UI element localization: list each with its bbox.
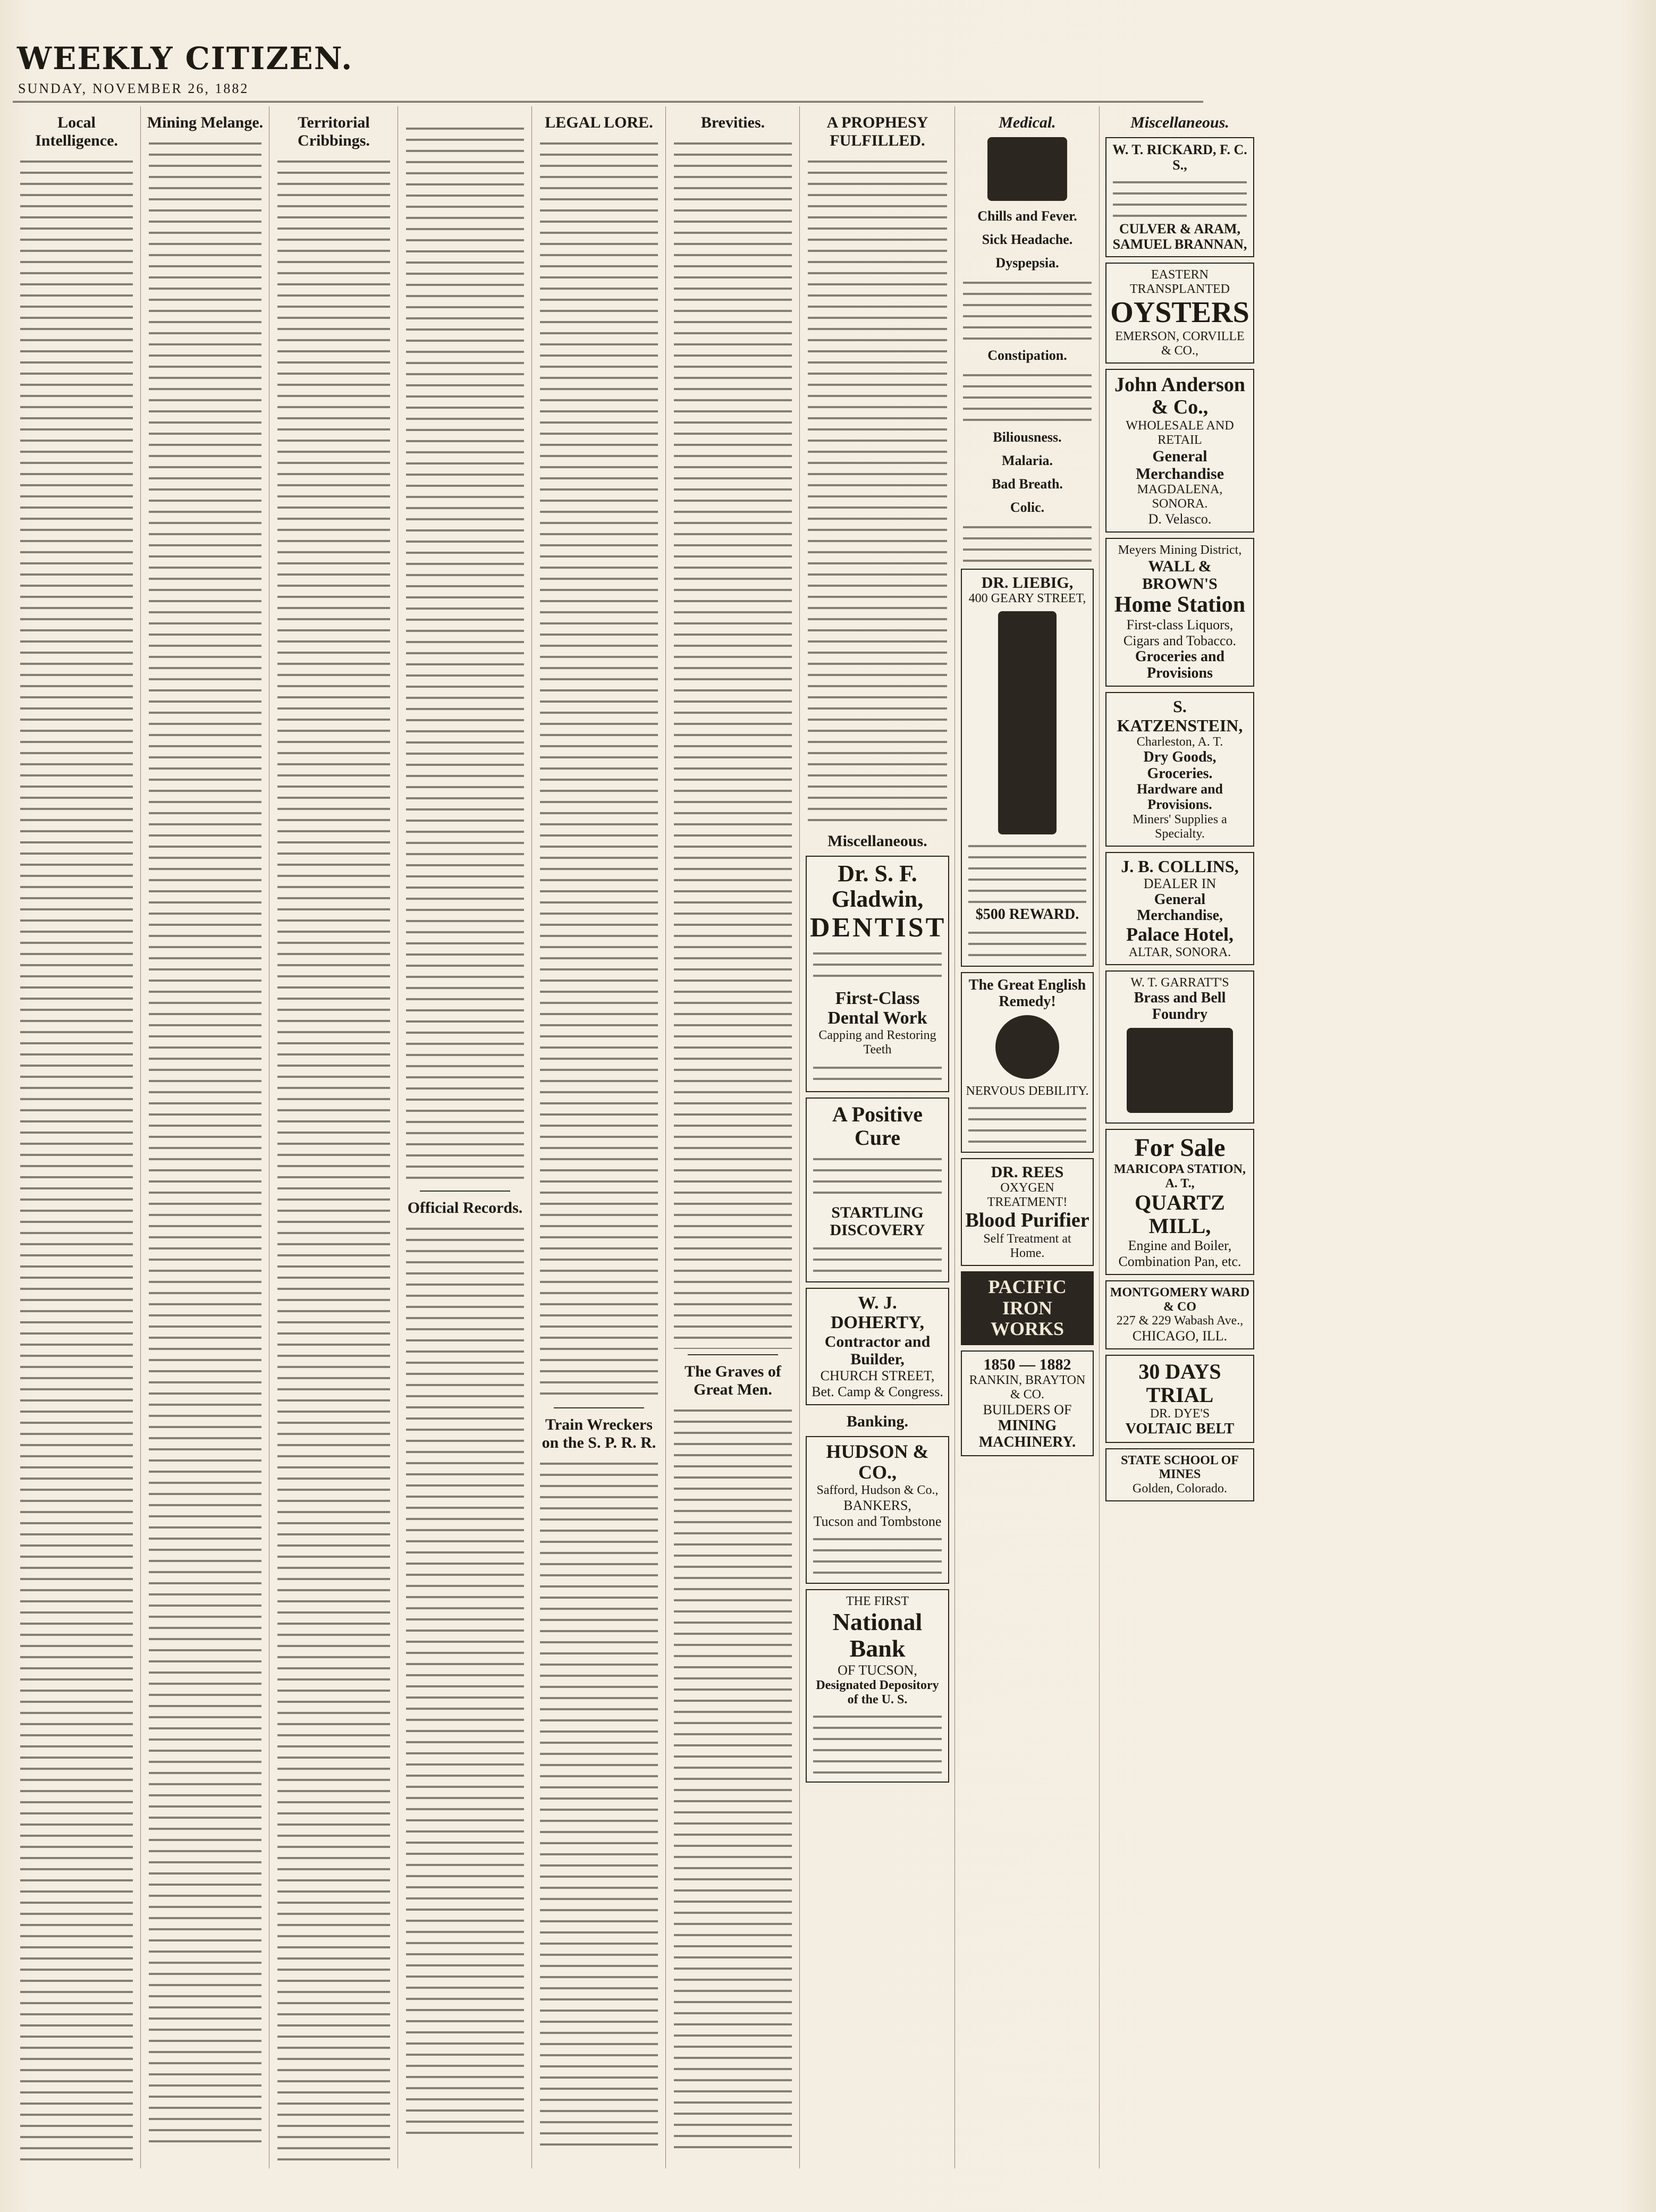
oysters-ad (1105, 263, 1254, 364)
ad-heading: Bad Breath. (992, 476, 1063, 492)
home-station: Home Station (1114, 592, 1246, 617)
section-heading: Miscellaneous. (1130, 114, 1229, 131)
montgomery: MONTGOMERY WARD & CO (1110, 1286, 1250, 1314)
ad-text (963, 369, 1092, 422)
palace: Palace Hotel, (1126, 924, 1233, 945)
column-heading: Local Intelligence. (35, 114, 118, 149)
column-heading: Territorial Cribbings. (298, 114, 370, 149)
school-ad (1105, 1448, 1254, 1501)
years: 1850 — 1882 (983, 1355, 1071, 1373)
ad-text (968, 840, 1086, 904)
doherty-address: CHURCH STREET, (820, 1367, 935, 1383)
collins-name: J. B. COLLINS, (1121, 856, 1239, 876)
masthead (13, 37, 1203, 103)
national-city: OF TUCSON, (838, 1662, 917, 1678)
velasco: D. Velasco. (1148, 511, 1212, 527)
section-heading: Official Records. (407, 1199, 523, 1217)
body-text (277, 155, 390, 2164)
anderson-name: John Anderson & Co., (1114, 373, 1246, 418)
ad-heading: Dyspepsia. (995, 255, 1059, 271)
mining-machinery: MINING MACHINERY. (978, 1417, 1076, 1450)
doherty-title: Contractor and Builder, (824, 1332, 931, 1368)
rankin-name: RANKIN, BRAYTON & CO. (969, 1373, 1086, 1402)
column-5 (533, 106, 666, 2168)
ad-heading: Constipation. (987, 348, 1067, 363)
divider (688, 1354, 778, 1355)
lost-manhood-icon (998, 611, 1057, 834)
body-text (808, 155, 947, 825)
column-heading: LEGAL LORE. (545, 114, 653, 131)
portrait-icon (995, 1015, 1059, 1079)
chicago: CHICAGO, ILL. (1132, 1328, 1228, 1344)
english-remedy-ad (961, 972, 1094, 1153)
column-2 (141, 106, 269, 2168)
emerson: EMERSON, CORVILLE & CO., (1115, 329, 1245, 358)
voltaic-belt-ad (1105, 1355, 1254, 1443)
garratt: W. T. GARRATT'S (1130, 975, 1229, 990)
bell-icon (1127, 1028, 1233, 1113)
dyes: DR. DYE'S (1150, 1407, 1210, 1421)
school: STATE SCHOOL OF MINES (1121, 1453, 1239, 1482)
ad-text (1113, 176, 1247, 218)
hardware: Hardware and Provisions. (1136, 781, 1223, 812)
bank-successor: Safford, Hudson & Co., (816, 1483, 939, 1497)
section-heading: Train Wreckers on the S. P. R. R. (542, 1416, 656, 1451)
reward: $500 REWARD. (975, 906, 1079, 923)
paper-name: WEEKLY CITIZEN. (17, 40, 353, 77)
brannan-name: SAMUEL BRANNAN, (1112, 236, 1247, 252)
maricopa: MARICOPA STATION, A. T., (1113, 1162, 1246, 1191)
rees-ad (961, 1158, 1094, 1266)
foundry: Brass and Bell Foundry (1134, 989, 1226, 1023)
column-8 (956, 106, 1100, 2168)
rankin-ad (961, 1350, 1094, 1456)
ad-text (963, 521, 1092, 563)
magdalena: MAGDALENA, SONORA. (1137, 482, 1223, 511)
national-depository: Designated Depository of the U. S. (816, 1678, 939, 1707)
column-3 (270, 106, 398, 2168)
section-heading: Medical. (999, 114, 1056, 131)
altar: ALTAR, SONORA. (1128, 945, 1231, 959)
groceries: Groceries and Provisions (1135, 648, 1225, 681)
body-text (406, 122, 524, 1185)
paper-date: NOVEMBER 26, 1882 (92, 81, 249, 96)
ad-text (813, 1153, 942, 1201)
trial: 30 DAYS TRIAL (1138, 1360, 1221, 1407)
bank-name: HUDSON & CO., (826, 1440, 929, 1483)
meyers: Meyers Mining District, (1118, 543, 1242, 557)
self-treatment: Self Treatment at Home. (983, 1232, 1071, 1261)
collins-dealer: DEALER IN (1143, 875, 1216, 891)
column-heading: A PROPHESY FULFILLED. (826, 114, 928, 149)
miners: Miners' Supplies a Specialty. (1133, 812, 1227, 841)
column-heading: Brevities. (700, 114, 765, 131)
anderson-ad (1105, 369, 1254, 533)
collins-gm: General Merchandise, (1136, 891, 1223, 924)
bank-city: Tucson and Tombstone (813, 1513, 942, 1529)
garratt-ad (1105, 970, 1254, 1124)
culver-name: CULVER & ARAM, (1119, 221, 1240, 237)
doherty-address-2: Bet. Camp & Congress. (812, 1383, 943, 1399)
body-text (540, 137, 658, 1402)
ad-heading: Chills and Fever. (977, 208, 1077, 224)
doherty-name: W. J. DOHERTY, (830, 1293, 925, 1333)
column-4 (399, 106, 532, 2168)
eastern: EASTERN TRANSPLANTED (1129, 268, 1230, 297)
rickard-ad (1105, 137, 1254, 257)
ad-text (963, 276, 1092, 340)
paper-day: SUNDAY, (18, 81, 88, 96)
ad-text (813, 1242, 942, 1274)
wholesale: WHOLESALE AND RETAIL (1126, 418, 1234, 447)
collins-ad (1105, 852, 1254, 965)
ad-heading: Colic. (1010, 500, 1045, 515)
cure-ad (806, 1097, 949, 1282)
ad-text (813, 1710, 942, 1774)
ad-text (813, 1061, 942, 1083)
cure-title: A Positive Cure (832, 1102, 923, 1150)
katzenstein-ad (1105, 692, 1254, 846)
blood-title: Blood Purifier (965, 1209, 1089, 1232)
engine: Engine and Boiler, Combination Pan, etc. (1118, 1238, 1241, 1270)
oysters: OYSTERS (1110, 296, 1249, 330)
dentist-title: DENTIST (810, 912, 947, 943)
section-heading: The Graves of Great Men. (685, 1363, 781, 1398)
body-text (674, 137, 792, 1349)
ad-text (968, 1102, 1086, 1144)
divider (554, 1407, 644, 1408)
english-title: The Great English Remedy! (968, 976, 1086, 1010)
quartz: QUARTZ MILL, (1135, 1191, 1225, 1238)
ad-heading: Malaria. (1001, 453, 1053, 468)
body-text (149, 137, 261, 2146)
belt: VOLTAIC BELT (1125, 1421, 1235, 1438)
column-9 (1100, 106, 1260, 2168)
builders: BUILDERS OF (983, 1402, 1072, 1417)
mont-address: 227 & 229 Wabash Ave., (1116, 1314, 1244, 1328)
section-heading: Banking. (847, 1412, 908, 1430)
ad-text (968, 926, 1086, 958)
national-first: THE FIRST (846, 1594, 909, 1608)
katz-name: S. KATZENSTEIN, (1117, 697, 1243, 735)
for-sale: For Sale (1134, 1134, 1226, 1162)
liebig-ad (961, 569, 1094, 967)
dry-goods: Dry Goods, Groceries. (1143, 748, 1216, 782)
body-text (540, 1457, 658, 2148)
pacific-iron-ad (961, 1271, 1094, 1345)
nervous-title: NERVOUS DEBILITY. (966, 1084, 1089, 1099)
liquors: First-class Liquors, Cigars and Tobacco. (1123, 617, 1237, 648)
column-7 (800, 106, 955, 2168)
doherty-ad (806, 1288, 949, 1405)
ad-text (813, 947, 942, 984)
national-bank-ad (806, 1589, 949, 1783)
quartz-mill-ad (1105, 1129, 1254, 1275)
body-text (674, 1404, 792, 2148)
bank-ad (806, 1436, 949, 1584)
section-heading: Miscellaneous. (827, 832, 927, 850)
general-merch: General Merchandise (1135, 447, 1224, 483)
ad-heading: Biliousness. (993, 429, 1062, 445)
column-heading: Mining Melange. (147, 114, 264, 131)
dentist-name: Dr. S. F. Gladwin, (831, 860, 924, 913)
charleston: Charleston, A. T. (1136, 734, 1223, 749)
rickard-name: W. T. RICKARD, F. C. S., (1112, 142, 1247, 173)
montgomery-ad (1105, 1280, 1254, 1349)
column-6 (666, 106, 800, 2168)
dentist-line: First-Class Dental Work (827, 988, 927, 1028)
discovery-title: STARTLING DISCOVERY (830, 1203, 925, 1239)
wall-brown: WALL & BROWN'S (1142, 557, 1218, 593)
divider (420, 1191, 510, 1192)
dentist-line-2: Capping and Restoring Teeth (818, 1028, 936, 1057)
liebig-name: DR. LIEBIG, (981, 574, 1074, 592)
pacific-title: PACIFIC IRON WORKS (988, 1276, 1067, 1340)
body-text (20, 155, 133, 2164)
body-text (406, 1222, 524, 2137)
dentist-ad (806, 856, 949, 1092)
ad-heading: Sick Headache. (982, 232, 1073, 247)
ad-text (813, 1533, 942, 1575)
liebig-address: 400 GEARY STREET, (968, 592, 1086, 605)
national-name: National Bank (832, 1608, 923, 1662)
regulator-logo-icon (987, 137, 1067, 201)
rees-name: DR. REES (991, 1163, 1064, 1181)
wall-brown-ad (1105, 538, 1254, 687)
golden: Golden, Colorado. (1133, 1481, 1227, 1496)
bank-bankers: BANKERS, (843, 1497, 911, 1513)
column-1 (13, 106, 141, 2168)
oxygen-title: OXYGEN TREATMENT! (987, 1181, 1068, 1210)
